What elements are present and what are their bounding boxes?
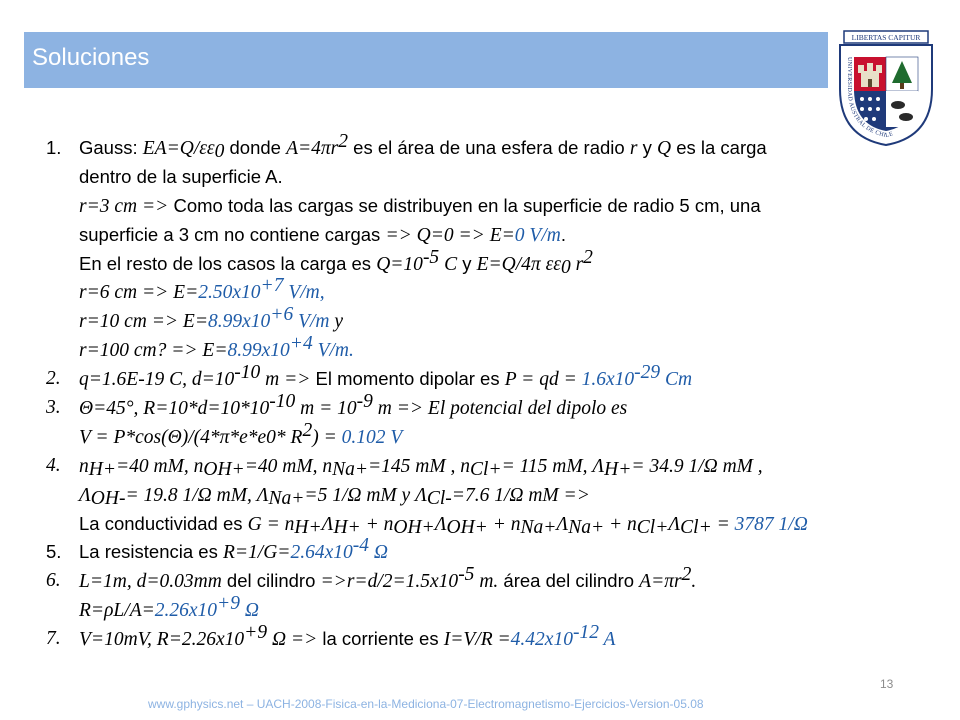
page-number: 13: [880, 677, 894, 691]
text-segment: La resistencia es: [79, 541, 223, 563]
solution-text: [79, 163, 283, 192]
text-segment: 2: [681, 564, 692, 586]
text-segment: .: [560, 223, 566, 245]
text-segment: del cilindro: [221, 570, 321, 592]
solution-text: [79, 481, 590, 511]
text-segment: m =>: [260, 369, 311, 391]
text-segment: Gauss:: [79, 137, 143, 158]
text-segment: Θ=45°, R=10*d=10*10: [79, 398, 270, 420]
text-segment: = 19.8 1/Ω mM, Λ: [125, 484, 269, 506]
text-segment: m = 10: [295, 398, 357, 420]
solution-number: 6.: [46, 570, 61, 592]
text-segment: =40 mM, n: [244, 455, 333, 477]
text-segment: 2.64x10: [290, 542, 353, 564]
solutions-list: [46, 131, 926, 654]
text-segment: =145 mM , n: [368, 455, 470, 477]
text-segment: Como toda las cargas se distribuyen en la superficie de radio 5 cm, una: [168, 194, 761, 216]
text-segment: Na+: [332, 458, 368, 480]
text-segment: OH-: [90, 487, 126, 509]
text-segment: superficie a 3 cm no contiene cargas: [79, 223, 386, 245]
text-segment: Q: [656, 138, 672, 159]
solution-text: [79, 535, 388, 568]
text-segment: Na+: [568, 516, 605, 538]
solution-1-line-4: [46, 221, 926, 250]
text-segment: H+: [294, 516, 322, 538]
text-segment: Cm: [660, 369, 693, 391]
text-segment: Λ: [556, 513, 569, 535]
text-segment: n: [79, 455, 89, 477]
solution-text: [79, 333, 354, 366]
text-segment: =7.6 1/Ω mM =>: [451, 484, 590, 506]
text-segment: q=1.6E-19 C, d=10: [79, 369, 235, 391]
text-segment: =40 mM, n: [116, 455, 204, 477]
text-segment: C: [439, 253, 458, 275]
text-segment: +6: [270, 304, 294, 326]
solution-number: 1.: [46, 137, 62, 158]
text-segment: V = P*cos(Θ)/(4*π*e*e0* R: [79, 426, 303, 448]
text-segment: V/m.: [312, 340, 354, 362]
text-segment: Na+: [520, 516, 557, 538]
text-segment: -9: [356, 391, 373, 413]
footer-source: www.gphysics.net – UACH-2008-Fisica-en-la-Mediciona-07-Electromagnetismo-Ejercicios-Version-05.08: [148, 697, 704, 711]
text-segment: m.: [474, 571, 499, 593]
text-segment: E=Q/4π εε: [476, 253, 561, 275]
solution-6-line-1: [46, 564, 926, 596]
text-segment: V=10mV, R=2.26x10: [79, 629, 245, 651]
text-segment: G = n: [247, 513, 295, 535]
solution-4-line-2: [46, 481, 926, 510]
solution-3-line-1: [46, 391, 926, 423]
text-segment: r=3 cm =>: [79, 195, 169, 217]
text-segment: + n: [604, 513, 637, 535]
text-segment: +9: [244, 622, 268, 644]
university-crest-icon: [836, 27, 936, 147]
solution-1-line-2: [46, 163, 926, 192]
text-segment: 4.42x10: [510, 629, 573, 651]
text-segment: 8.99x10: [227, 340, 290, 362]
solution-text: [79, 192, 761, 222]
text-segment: -5: [422, 246, 440, 268]
solution-text: [79, 246, 593, 280]
text-segment: EA=Q/εε: [142, 138, 215, 159]
solution-text: [79, 131, 767, 164]
text-segment: 2: [583, 246, 593, 268]
text-segment: r=6 cm => E=: [79, 282, 199, 304]
solution-text: [79, 593, 259, 626]
solution-number: 5.: [46, 541, 62, 563]
solution-text: [79, 452, 763, 482]
text-segment: 2: [302, 419, 313, 441]
text-segment: -10: [269, 391, 296, 413]
text-segment: 2.26x10: [154, 600, 218, 622]
solution-1-line-3: [46, 192, 926, 221]
solution-number: 7.: [46, 628, 61, 650]
text-segment: 2: [338, 131, 349, 152]
text-segment: A: [598, 629, 616, 651]
text-segment: +7: [260, 275, 284, 297]
text-segment: 2.50x10: [198, 282, 261, 304]
text-segment: Cl+: [636, 516, 669, 538]
text-segment: V/m: [293, 311, 330, 333]
text-segment: 0: [214, 141, 225, 162]
text-segment: -29: [634, 362, 661, 384]
solution-7-line-1: [46, 622, 926, 654]
text-segment: donde: [224, 137, 287, 158]
text-segment: -4: [352, 535, 369, 557]
solution-number: 4.: [46, 454, 61, 476]
solution-1-line-5: [46, 246, 926, 279]
text-segment: 0.102 V: [341, 426, 403, 448]
solution-number: 3.: [46, 397, 61, 419]
text-segment: A=4πr: [286, 138, 339, 159]
text-segment: y: [457, 252, 477, 274]
text-segment: 0 V/m: [514, 224, 561, 246]
text-segment: Λ: [79, 484, 91, 506]
text-segment: y: [329, 311, 344, 333]
text-segment: y: [637, 137, 657, 158]
text-segment: área del cilindro: [498, 570, 640, 592]
text-segment: R=ρL/A=: [79, 600, 155, 622]
text-segment: r: [570, 253, 584, 275]
text-segment: OH+: [393, 516, 435, 538]
text-segment: 0: [560, 256, 571, 278]
text-segment: r=10 cm => E=: [79, 311, 208, 333]
text-segment: + n: [360, 513, 394, 535]
solution-text: [79, 391, 628, 424]
text-segment: Ω: [239, 600, 259, 622]
text-segment: Cl+: [680, 516, 712, 538]
solution-6-line-2: [46, 593, 926, 625]
text-segment: Λ: [434, 513, 447, 535]
text-segment: =5 1/Ω mM y Λ: [304, 484, 427, 506]
solution-number: 2.: [46, 368, 61, 390]
text-segment: => Q=0 => E=: [385, 224, 515, 246]
solution-text: [79, 510, 808, 540]
text-segment: =: [711, 513, 735, 535]
text-segment: + n: [487, 513, 521, 535]
text-segment: Λ: [321, 513, 334, 535]
text-segment: r: [629, 138, 638, 159]
solution-1-line-1: [46, 131, 926, 163]
solution-text: [79, 622, 616, 655]
text-segment: 3787 1/Ω: [734, 513, 808, 535]
text-segment: +4: [289, 333, 313, 355]
text-segment: A=πr: [639, 571, 682, 593]
solution-text: [79, 419, 403, 453]
text-segment: 1.6x10: [581, 369, 635, 391]
text-segment: H+: [604, 458, 632, 480]
text-segment: Ω: [368, 542, 388, 564]
text-segment: P = qd =: [504, 369, 582, 391]
text-segment: I=V/R =: [443, 629, 511, 651]
text-segment: ) =: [312, 426, 342, 448]
solution-1-line-6: [46, 275, 926, 307]
text-segment: -12: [572, 622, 599, 644]
text-segment: .: [691, 571, 697, 593]
text-segment: =>r=d/2=1.5x10: [320, 571, 459, 593]
solution-4-line-3: [46, 510, 926, 539]
text-segment: El momento dipolar es: [310, 368, 505, 390]
text-segment: -10: [234, 362, 261, 384]
crest-ring-text: UNIVERSIDAD AUSTRAL DE CHILE: [845, 57, 895, 140]
text-segment: es el área de una esfera de radio: [348, 137, 630, 158]
solution-3-line-2: [46, 419, 926, 452]
text-segment: Cl-: [426, 487, 452, 509]
title-bar: [24, 32, 828, 88]
text-segment: OH+: [203, 458, 245, 480]
crest-motto: LIBERTAS CAPITUR: [851, 33, 921, 42]
text-segment: H+: [88, 458, 116, 480]
text-segment: Cl+: [470, 458, 502, 480]
text-segment: la corriente es: [317, 628, 444, 650]
solution-text: [79, 362, 693, 395]
text-segment: R=1/G=: [222, 542, 291, 564]
text-segment: = 115 mM, Λ: [501, 455, 605, 477]
text-segment: dentro de la superficie A.: [79, 165, 283, 187]
text-segment: +9: [217, 593, 240, 615]
text-segment: Na+: [268, 487, 305, 509]
text-segment: = 34.9 1/Ω mM ,: [631, 455, 763, 477]
text-segment: OH+: [446, 516, 488, 538]
solution-text: [79, 564, 697, 597]
solution-1-line-8: [46, 333, 926, 365]
solution-text: [79, 221, 566, 251]
text-segment: r=100 cm? => E=: [79, 340, 228, 362]
text-segment: V/m,: [283, 282, 325, 304]
text-segment: En el resto de los casos la carga es: [79, 252, 377, 274]
text-segment: es la carga: [671, 137, 767, 158]
text-segment: Λ: [668, 513, 681, 535]
text-segment: -5: [458, 564, 475, 586]
text-segment: H+: [333, 516, 361, 538]
solution-4-line-1: [46, 452, 926, 481]
solution-2-line-1: [46, 362, 926, 394]
text-segment: L=1m, d=0.03mm: [79, 571, 222, 593]
text-segment: La conductividad es: [79, 512, 248, 534]
solution-1-line-7: [46, 304, 926, 336]
text-segment: m => El potencial del dipolo es: [372, 398, 628, 420]
text-segment: Q=10: [376, 253, 423, 275]
slide-title: Soluciones: [32, 44, 150, 71]
text-segment: Ω =>: [267, 629, 318, 651]
solution-5-line-1: [46, 535, 926, 567]
text-segment: 8.99x10: [208, 311, 271, 333]
